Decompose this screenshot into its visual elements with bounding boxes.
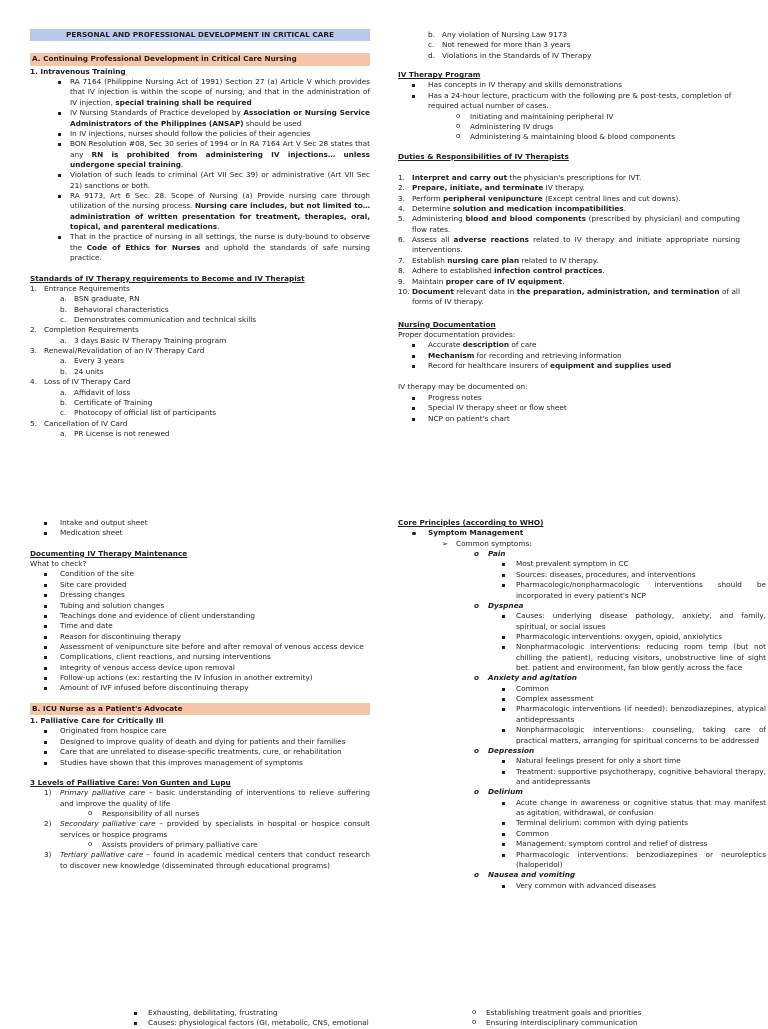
list-item: o Assists providers of primary palliative care	[88, 840, 258, 850]
list-item: Studies have shown that this improves management of symptoms	[44, 758, 370, 768]
bullet-icon	[412, 355, 415, 358]
bullet-icon	[502, 615, 505, 618]
list-item: ➢ Common symptoms:	[442, 538, 532, 548]
list-item: That in the practice of nursing in all settings, the nurse is duty-bound to observe the Code of Ethics for Nurses and uphold the standards of safe nursing practice.	[58, 232, 370, 263]
list-item: 2. Prepare, initiate, and terminate IV therapy.	[398, 183, 585, 193]
symptom-heading: o Anxiety and agitation	[474, 673, 577, 683]
bullet-icon	[44, 687, 47, 690]
bullet-icon	[44, 615, 47, 618]
documenting-maintenance-heading: Documenting IV Therapy Maintenance	[30, 548, 188, 558]
list-item: Special IV therapy sheet or flow sheet	[412, 403, 740, 413]
bullet-icon	[502, 708, 505, 711]
list-item: Dressing changes	[44, 590, 370, 600]
circle-bullet-icon: o	[472, 1008, 477, 1016]
bullet-icon	[44, 594, 47, 597]
bullet-icon	[412, 407, 415, 410]
bullet-icon	[502, 843, 505, 846]
list-item: 3. Perform peripheral venipuncture (Except central lines and cut downs).	[398, 193, 681, 203]
list-item: c. Demonstrates communication and technical skills	[60, 314, 257, 324]
list-item: Reason for discontinuing therapy	[44, 632, 370, 642]
list-item: c. Photocopy of official list of participants	[60, 408, 217, 418]
page1-left-column	[30, 29, 370, 439]
list-item: o Administering & maintaining blood & blood components	[456, 132, 676, 142]
circle-bullet-icon: o	[456, 111, 461, 120]
circle-bullet-icon: o	[456, 121, 461, 130]
list-item: RA 7164 (Philippine Nursing Act of 1991) Section 27 (a) Article V which provides that IV injection is within the scope of nursing; and that in the administration of IV injection, special training shall be required	[58, 77, 370, 108]
list-item: 1) Primary palliative care – basic understanding of interventions to relieve suffering and improve the quality of life	[44, 788, 370, 808]
list-item: In IV injections, nurses should follow the policies of their agencies	[58, 129, 370, 139]
list-item: Follow-up actions (ex: restarting the IV infusion in another extremity)	[44, 673, 370, 683]
list-item: Common	[502, 829, 766, 839]
circle-bullet-icon: o	[472, 1018, 477, 1027]
list-item: Medication sheet	[44, 528, 370, 538]
bullet-icon	[44, 667, 47, 670]
list-item: BON Resolution #08, Sec 30 series of 1994 or in RA 7164 Art V Sec 28 states that any RN is prohibited from administering IV injections… unless undergone special training.	[58, 139, 370, 170]
documentation-sheets-list	[30, 518, 370, 539]
list-item: b. Behavioral characteristics	[60, 304, 169, 314]
list-item: Pharmacologic interventions (if needed): benzodiazepines, atypical antidepressants	[502, 704, 766, 725]
list-item: Pharmacologic interventions: benzodiazepines or neuroleptics (haloperidol)	[502, 850, 766, 871]
list-item: c. Not renewed for more than 3 years	[428, 40, 571, 50]
nursing-documentation-heading: Nursing Documentation	[398, 319, 496, 329]
list-item: Most prevalent symptom in CC	[502, 559, 766, 569]
bullet-icon	[44, 584, 47, 587]
list-item: 7. Establish nursing care plan related to IV therapy.	[398, 255, 599, 265]
list-item: Pharmacologic/nonpharmacologic interventions should be incorporated in every patient's NCP	[502, 580, 766, 601]
bullet-icon	[44, 636, 47, 639]
cancellation-continued-list	[398, 30, 740, 61]
bullet-icon	[502, 802, 505, 805]
list-item: Management: symptom control and relief of distress	[502, 839, 766, 849]
bullet-icon	[502, 636, 505, 639]
list-item: 9. Maintain proper care of IV equipment.	[398, 276, 565, 286]
what-to-check-label: What to check?	[30, 559, 87, 569]
symptoms-list	[398, 549, 766, 891]
bullet-icon	[412, 344, 415, 347]
palliative-care-heading: 1. Palliative Care for Critically Ill	[30, 716, 164, 726]
list-item: b. Any violation of Nursing Law 9173	[428, 30, 568, 39]
list-item: a. 3 days Basic IV Therapy Training program	[60, 335, 227, 345]
bullet-icon	[44, 677, 47, 680]
list-item: Causes: physiological factors (GI, metabolic, CNS, emotional	[134, 1018, 374, 1028]
bullet-icon	[58, 133, 61, 136]
list-item: 3) Tertiary palliative care – found in academic medical centers that conduct research to discover new knowledge (disseminated through educational programs)	[44, 850, 370, 870]
list-item: Teachings done and evidence of client understanding	[44, 611, 370, 621]
bullet-icon	[412, 95, 415, 98]
symptom-heading: o Nausea and vomiting	[474, 870, 576, 880]
bullet-icon	[412, 532, 416, 536]
list-item: Nonpharmacologic interventions: reducing room temp (but not chilling the patient), reducing visitors, unobstructive line of sight bet. patient and environment, fan blow gently across the face	[502, 642, 766, 673]
page2-left-column	[30, 518, 370, 871]
arrow-bullet-icon: ➢	[442, 538, 449, 548]
standards-list	[30, 284, 370, 439]
symptom-heading: o Delirium	[474, 787, 523, 797]
bullet-icon	[44, 605, 47, 608]
list-item: a. Every 3 years	[60, 356, 125, 366]
bullet-icon	[502, 833, 505, 836]
page3-left-fragment	[134, 1008, 374, 1029]
list-item: Tubing and solution changes	[44, 601, 370, 611]
list-item: 2) Secondary palliative care – provided by specialists in hospital or hospice consult services or hospice programs	[44, 819, 371, 839]
list-item: a. BSN graduate, RN	[60, 294, 140, 304]
iv-training-list	[30, 77, 370, 263]
levels-list	[30, 788, 370, 871]
list-item: Assessment of venipuncture site before and after removal of venous access device	[44, 642, 370, 652]
bullet-icon	[502, 729, 505, 732]
bullet-icon	[44, 522, 47, 525]
intravenous-training-heading: 1. Intravenous Training	[30, 66, 126, 76]
bullet-icon	[58, 195, 61, 198]
standards-heading: Standards of IV Therapy requirements to Become and IV Therapist	[30, 273, 305, 283]
list-item: 5. Cancellation of IV Card	[30, 418, 128, 428]
list-item: NCP on patient's chart	[412, 414, 740, 424]
bullet-icon	[44, 656, 47, 659]
circle-bullet-icon: o	[474, 787, 480, 797]
circle-bullet-icon: o	[88, 840, 93, 849]
list-item: d. Violations in the Standards of IV Therapy	[428, 50, 592, 60]
core-principles-heading: Core Principles (according to WHO)	[398, 518, 544, 527]
list-item: 2. Completion Requirements	[30, 325, 139, 335]
bullet-icon	[502, 574, 505, 577]
bullet-icon	[44, 751, 47, 754]
page3-right-fragment	[472, 1008, 752, 1029]
list-item: b. Certificate of Training	[60, 397, 153, 407]
bullet-icon	[44, 532, 47, 535]
list-item: RA 9173, Art 6 Sec. 28. Scope of Nursing (a) Provide nursing care through utilization of the nursing process. Nursing care includes, but not limited to… administration of written presentation for treatment, therapies, oral, topical, and parenteral medications.	[58, 191, 370, 232]
list-item: Common	[502, 684, 766, 694]
list-item: IV Nursing Standards of Practice developed by Association or Nursing Service Administrators of the Philippines (ANSAP) should be used	[58, 108, 370, 129]
symptom-heading: o Depression	[474, 745, 535, 755]
list-item: 10. Document relevant data in the preparation, administration, and termination of all forms of IV therapy.	[398, 286, 740, 307]
list-item: Site care provided	[44, 580, 370, 590]
list-item: Acute change in awareness or cognitive status that may manifest as agitation, withdrawal, or confusion	[502, 798, 766, 819]
nursing-documentation-list	[398, 340, 740, 371]
list-item: a. Affidavit of loss	[60, 387, 131, 397]
bullet-icon	[44, 573, 47, 576]
list-item: 6. Assess all adverse reactions related to IV therapy and initiate appropriate nursing interventions.	[398, 235, 740, 255]
bullet-icon	[412, 418, 415, 421]
palliative-care-list	[30, 726, 370, 767]
list-item: Amount of IVF infused before discontinuing therapy	[44, 683, 370, 693]
bullet-icon	[58, 236, 61, 239]
levels-heading: 3 Levels of Palliative Care: Von Gunten and Lupu	[30, 777, 231, 787]
list-item: o Responsibility of all nurses	[88, 808, 200, 818]
bullet-icon	[412, 365, 415, 368]
bullet-icon	[502, 885, 505, 888]
list-item: 1. Entrance Requirements	[30, 283, 130, 293]
bullet-icon	[412, 397, 415, 400]
nursing-documentation-intro: Proper documentation provides:	[398, 329, 516, 339]
list-item: 1. Interpret and carry out the physician's prescriptions for IVT.	[398, 172, 642, 182]
list-item: 8. Adhere to established infection control practices.	[398, 266, 605, 276]
symptom-heading: o Dyspnea	[474, 600, 524, 610]
list-item: Very common with advanced diseases	[502, 881, 766, 891]
list-item: Progress notes	[412, 393, 740, 403]
bullet-icon	[58, 81, 61, 84]
bullet-icon	[44, 730, 47, 733]
list-item: 4. Determine solution and medication incompatibilities.	[398, 204, 626, 214]
list-item: a. PR License is not renewed	[60, 428, 170, 438]
circle-bullet-icon: o	[474, 549, 480, 559]
bullet-icon	[502, 688, 505, 691]
circle-bullet-icon: o	[474, 600, 480, 610]
bullet-icon	[502, 760, 505, 763]
bullet-icon	[412, 84, 415, 87]
list-item: Has a 24-hour lecture, practicum with the following pre & post-tests, completion of required actual number of cases.	[412, 91, 740, 112]
list-item: Care that are unrelated to disease-specific treatments, cure, or rehabilitation	[44, 747, 370, 757]
maintenance-checklist	[30, 569, 370, 693]
duties-list	[398, 173, 740, 308]
bullet-icon	[44, 762, 47, 765]
list-item: Designed to improve quality of death and dying for patients and their families	[44, 737, 370, 747]
bullet-icon	[58, 174, 61, 177]
list-item: Exhausting, debilitating, frustrating	[134, 1008, 374, 1018]
list-item: Accurate description of care	[412, 340, 740, 350]
bullet-icon	[134, 1012, 137, 1015]
list-item: b. 24 units	[60, 366, 104, 376]
list-item: Natural feelings present for only a short time	[502, 756, 766, 766]
list-item: Symptom Management	[412, 528, 768, 538]
section-a-heading: A. Continuing Professional Development in Critical Care Nursing	[30, 53, 370, 65]
bullet-icon	[502, 646, 505, 649]
symptom-heading: o Pain	[474, 549, 506, 559]
document-title: PERSONAL AND PROFESSIONAL DEVELOPMENT IN CRITICAL CARE	[30, 29, 370, 41]
bullet-icon	[58, 143, 61, 146]
list-item: Has concepts in IV therapy and skills demonstrations	[412, 80, 740, 90]
list-item: Causes: underlying disease pathology, anxiety, and family, spiritual, or social issues	[502, 611, 766, 632]
list-item: o Establishing treatment goals and priorities	[472, 1008, 642, 1017]
bullet-icon	[44, 741, 47, 744]
bullet-icon	[44, 646, 47, 649]
page1-right-column	[398, 30, 740, 424]
list-item: o Ensuring interdisciplinary communication	[472, 1018, 638, 1028]
list-item: 3. Renewal/Revalidation of an IV Therapy Card	[30, 346, 205, 356]
list-item: Terminal delirium: common with dying patients	[502, 818, 766, 828]
list-item: Complex assessment	[502, 694, 766, 704]
bullet-icon	[44, 625, 47, 628]
list-item: Nonpharmacologic interventions: counseling, taking care of practical matters, arranging for spiritual concerns to be addressed	[502, 725, 766, 746]
list-item: o Initiating and maintaining peripheral IV	[456, 111, 614, 121]
list-item: Time and date	[44, 621, 370, 631]
bullet-icon	[502, 771, 505, 774]
bullet-icon	[502, 822, 505, 825]
iv-therapy-program-heading: IV Therapy Program	[398, 70, 481, 80]
list-item: Mechanism for recording and retrieving information	[412, 351, 740, 361]
circle-bullet-icon: o	[474, 745, 480, 755]
circle-bullet-icon: o	[88, 808, 93, 817]
duties-heading: Duties & Responsibilities of IV Therapists	[398, 151, 569, 161]
list-item: Violation of such leads to criminal (Art VII Sec 39) or administrative (Art VII Sec 21) sanctions or both.	[58, 170, 370, 191]
list-item: Intake and output sheet	[44, 518, 370, 528]
list-item: Originated from hospice care	[44, 726, 370, 736]
bullet-icon	[502, 698, 505, 701]
circle-bullet-icon: o	[474, 870, 480, 880]
bullet-icon	[58, 112, 61, 115]
page2-right-column	[398, 518, 768, 891]
iv-therapy-program-list	[398, 80, 740, 142]
iv-documentation-list	[398, 393, 740, 424]
bullet-icon	[502, 563, 505, 566]
section-b-heading: B. ICU Nurse as a Patient's Advocate	[30, 703, 370, 715]
bullet-icon	[502, 854, 505, 857]
list-item: o Administering IV drugs	[456, 121, 554, 131]
list-item: Pharmacologic interventions: oxygen, opioid, anxiolytics	[502, 632, 766, 642]
list-item: Condition of the site	[44, 569, 370, 579]
list-item: 5. Administering blood and blood components (prescribed by physician) and computing flow rates.	[398, 214, 740, 234]
list-item: Treatment: supportive psychotherapy, cognitive behavioral therapy, and antidepressants	[502, 767, 766, 788]
list-item: 4. Loss of IV Therapy Card	[30, 377, 131, 387]
list-item: Record for healthcare insurers of equipment and supplies used	[412, 361, 740, 371]
bullet-icon	[502, 584, 505, 587]
circle-bullet-icon: o	[474, 673, 480, 683]
list-item: Sources: diseases, procedures, and interventions	[502, 570, 766, 580]
circle-bullet-icon: o	[456, 132, 461, 141]
list-item: Complications, client reactions, and nursing interventions	[44, 652, 370, 662]
iv-documentation-intro: IV therapy may be documented on:	[398, 382, 528, 392]
list-item: Integrity of venous access device upon removal	[44, 663, 370, 673]
